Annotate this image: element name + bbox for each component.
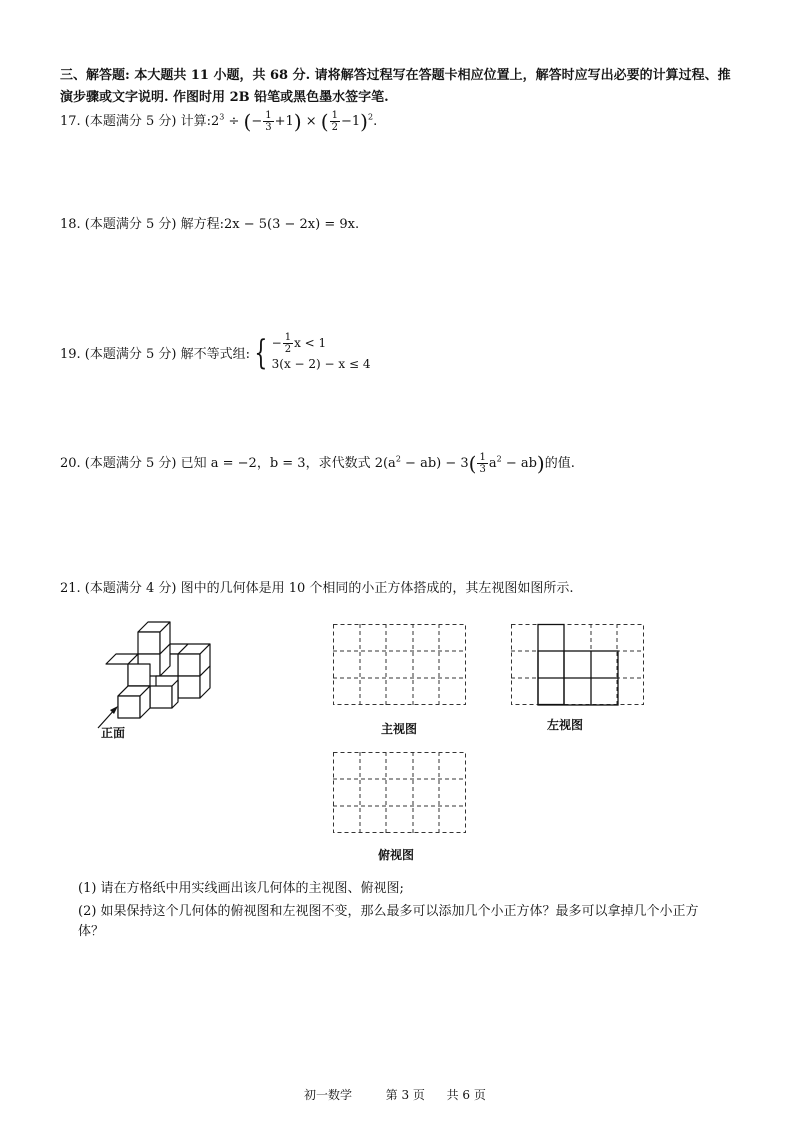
footer-total: 共 6 页 xyxy=(446,1088,486,1102)
main-view-label: 主视图 xyxy=(381,722,418,736)
q17-divide: ÷ xyxy=(224,114,244,129)
q17-prefix: 17. (本题满分 5 分) 计算: xyxy=(60,114,211,129)
footer-subject: 初一数学 xyxy=(304,1088,353,1102)
q17-minus: − xyxy=(251,114,263,129)
top-view-grid[interactable] xyxy=(333,752,467,834)
q19-prefix: 19. (本题满分 5 分) 解不等式组: xyxy=(60,347,250,362)
q17-exponent: 3 xyxy=(219,112,225,122)
footer-page: 第 3 页 xyxy=(385,1088,425,1102)
q20-prefix: 20. (本题满分 5 分) 已知 a = −2，b = 3，求代数式 2(a xyxy=(60,456,396,471)
q19-ineq-2: 3(x − 2) − x ≤ 4 xyxy=(271,357,371,371)
q17-frac1-num: 1 xyxy=(265,110,272,121)
q19-ineq-1: − $\frac{1}{2}$ x < 1 xyxy=(271,332,327,355)
q19-system xyxy=(272,332,371,373)
question-17: 17. (本题满分 5 分) 计算$:2^3$ ÷ (− $\frac{1}{3}$ +1) × ( $\frac{1}{2}$ −1)$^2$. xyxy=(60,109,378,134)
q17-base: 2 xyxy=(211,114,220,129)
question-19: 19. (本题满分 5 分) 解不等式组: { − $\frac{1}{2}$ x < 1 3(x − 2) − x ≤ 4 xyxy=(60,332,371,373)
section-header-line1: 三、解答题: 本大题共 11 小题，共 68 分. 请将解答过程写在答题卡相应位置上，解答时应写出必要的计算过程、推 xyxy=(60,68,731,83)
q20-fraction: $\frac{1}{3}$ xyxy=(479,452,486,475)
main-view-grid[interactable] xyxy=(333,624,467,706)
q17-fraction-2 xyxy=(330,110,340,133)
q21-sub-1: (1) 请在方格纸中用实线画出该几何体的主视图、俯视图; xyxy=(78,881,404,896)
q17-square: 2 xyxy=(367,112,374,122)
question-21: 21. (本题满分 4 分) 图中的几何体是用 10 个相同的小正方体搭成的，其左视图如图所示. xyxy=(60,581,574,596)
q17-fraction-1 xyxy=(263,110,273,133)
q17-frac1-den: 3 xyxy=(265,122,272,133)
q17-minus-one: −1 xyxy=(340,114,361,129)
q17-frac2-num: 1 xyxy=(331,110,338,121)
question-18: 18. (本题满分 5 分) 解方程:2x − 5(3 − 2x) = 9x. xyxy=(60,217,360,232)
top-view-label: 俯视图 xyxy=(378,848,415,862)
left-view-grid xyxy=(511,624,645,706)
left-view-label: 左视图 xyxy=(547,718,584,732)
q17-times: × xyxy=(301,114,321,129)
q17-period: . xyxy=(373,114,378,129)
section-header-line2: 演步骤或文字说明. 作图时用 2B 铅笔或黑色墨水签字笔. xyxy=(60,90,389,105)
cube-figure xyxy=(90,620,230,740)
question-20: 20. (本题满分 5 分) 已知 a = −2，b = 3，求代数式 $2(a^2 - ab) - 3$( $\frac{1}{3}$ $a^2 - ab$)的值. xyxy=(60,451,575,476)
q20-tail: 的值. xyxy=(544,456,575,471)
q21-sub-2-line1: (2) 如果保持这个几何体的俯视图和左视图不变，那么最多可以添加几个小正方体？最多可以拿掉几个小正方 xyxy=(78,904,699,919)
left-view-shape xyxy=(538,625,618,706)
front-label: 正面 xyxy=(101,726,126,740)
q21-sub-2-line2: 体？ xyxy=(78,924,105,939)
footer xyxy=(304,1086,486,1103)
q17-plus-one: +1 xyxy=(274,114,294,129)
q17-frac2-den: 2 xyxy=(331,122,338,133)
